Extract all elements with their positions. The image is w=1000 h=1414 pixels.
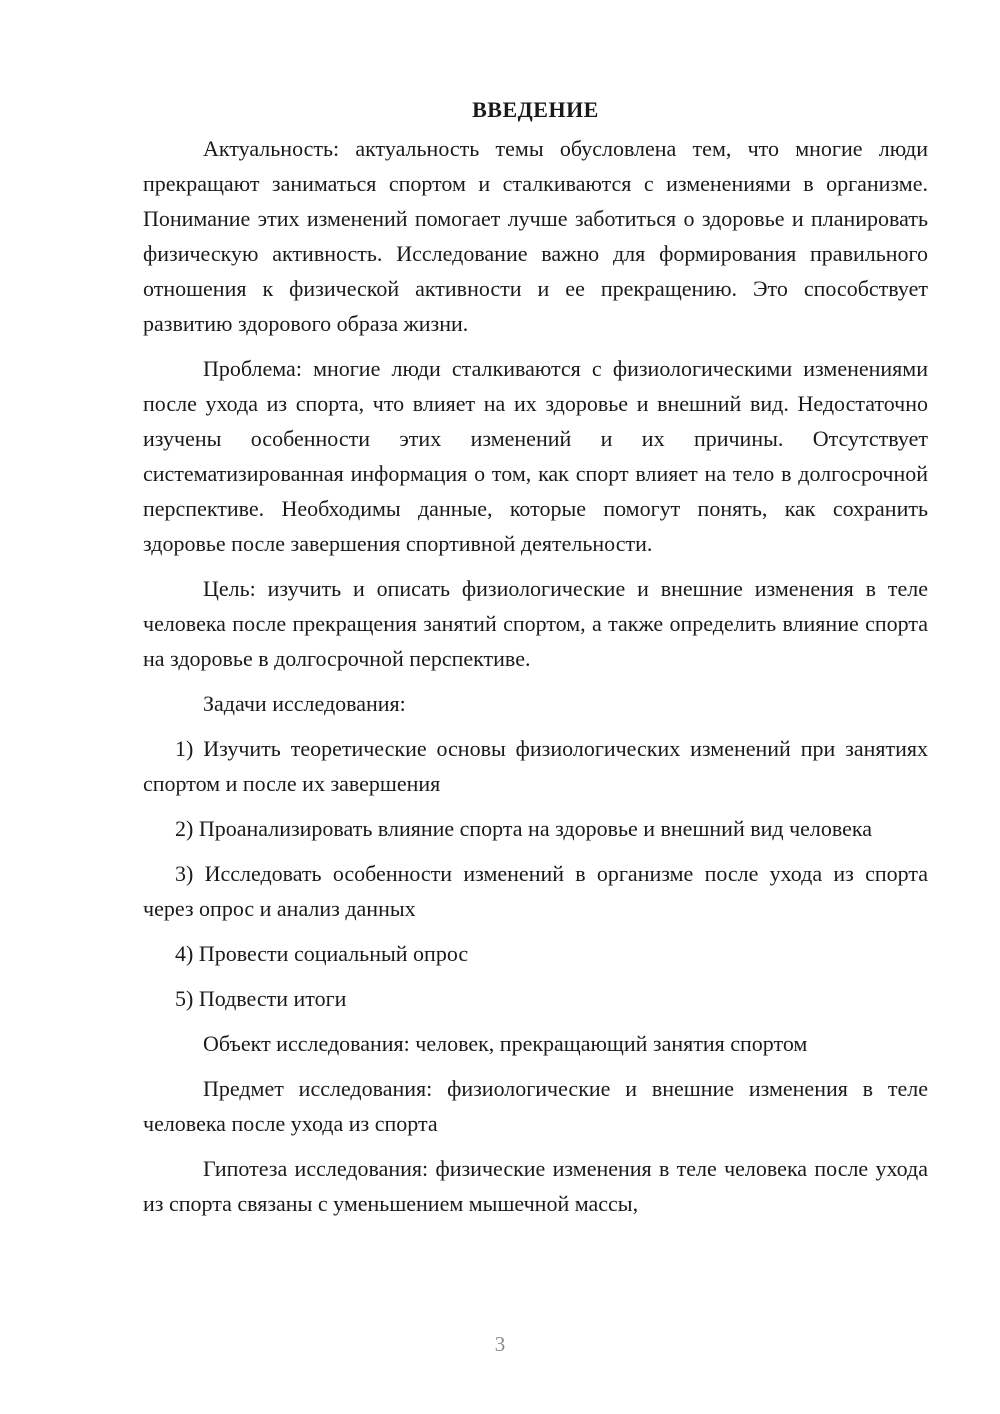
hypothesis-paragraph: Гипотеза исследования: физические изменения в теле человека после ухода из спорта связаны с уменьшением мышечной массы, [143, 1156, 928, 1216]
page-number: 3 [494, 1332, 506, 1356]
task-item-3: 3) Исследовать особенности изменений в организме после ухода из спорта через опрос и анализ данных [143, 861, 928, 921]
relevance-paragraph: Актуальность: актуальность темы обусловлена тем, что многие люди прекращают заниматься спортом и сталкиваются с изменениями в организме. Понимание этих изменений помогает лучше заботиться о здоровье и планировать физическую активность. Исследование важно для формирования правильного отношения к физической активности и ее прекращению. Это способствует развитию здорового образа жизни. [143, 136, 928, 336]
tasks-intro: Задачи исследования: [203, 691, 406, 716]
section-heading: ВВЕДЕНИЕ [472, 97, 599, 122]
task-item-4: 4) Провести социальный опрос [175, 941, 469, 966]
task-item-2: 2) Проанализировать влияние спорта на здоровье и внешний вид человека [175, 816, 873, 841]
document-page [143, 92, 928, 1231]
task-item-1: 1) Изучить теоретические основы физиологических изменений при занятиях спортом и после их завершения [143, 736, 928, 796]
problem-paragraph: Проблема: многие люди сталкиваются с физиологическими изменениями после ухода из спорта, что влияет на их здоровье и внешний вид. Недостаточно изучены особенности этих изменений и их причины. Отсутствует систематизированная информация о том, как спорт влияет на тело в долгосрочной перспективе. Необходимы данные, которые помогут понять, как сохранить здоровье после завершения спортивной деятельности. [143, 356, 928, 556]
object-paragraph: Объект исследования: человек, прекращающий занятия спортом [203, 1031, 808, 1056]
goal-paragraph: Цель: изучить и описать физиологические и внешние изменения в теле человека после прекращения занятий спортом, а также определить влияние спорта на здоровье в долгосрочной перспективе. [143, 576, 928, 671]
subject-paragraph: Предмет исследования: физиологические и внешние изменения в теле человека после ухода из спорта [143, 1076, 928, 1136]
task-item-5: 5) Подвести итоги [175, 986, 347, 1011]
